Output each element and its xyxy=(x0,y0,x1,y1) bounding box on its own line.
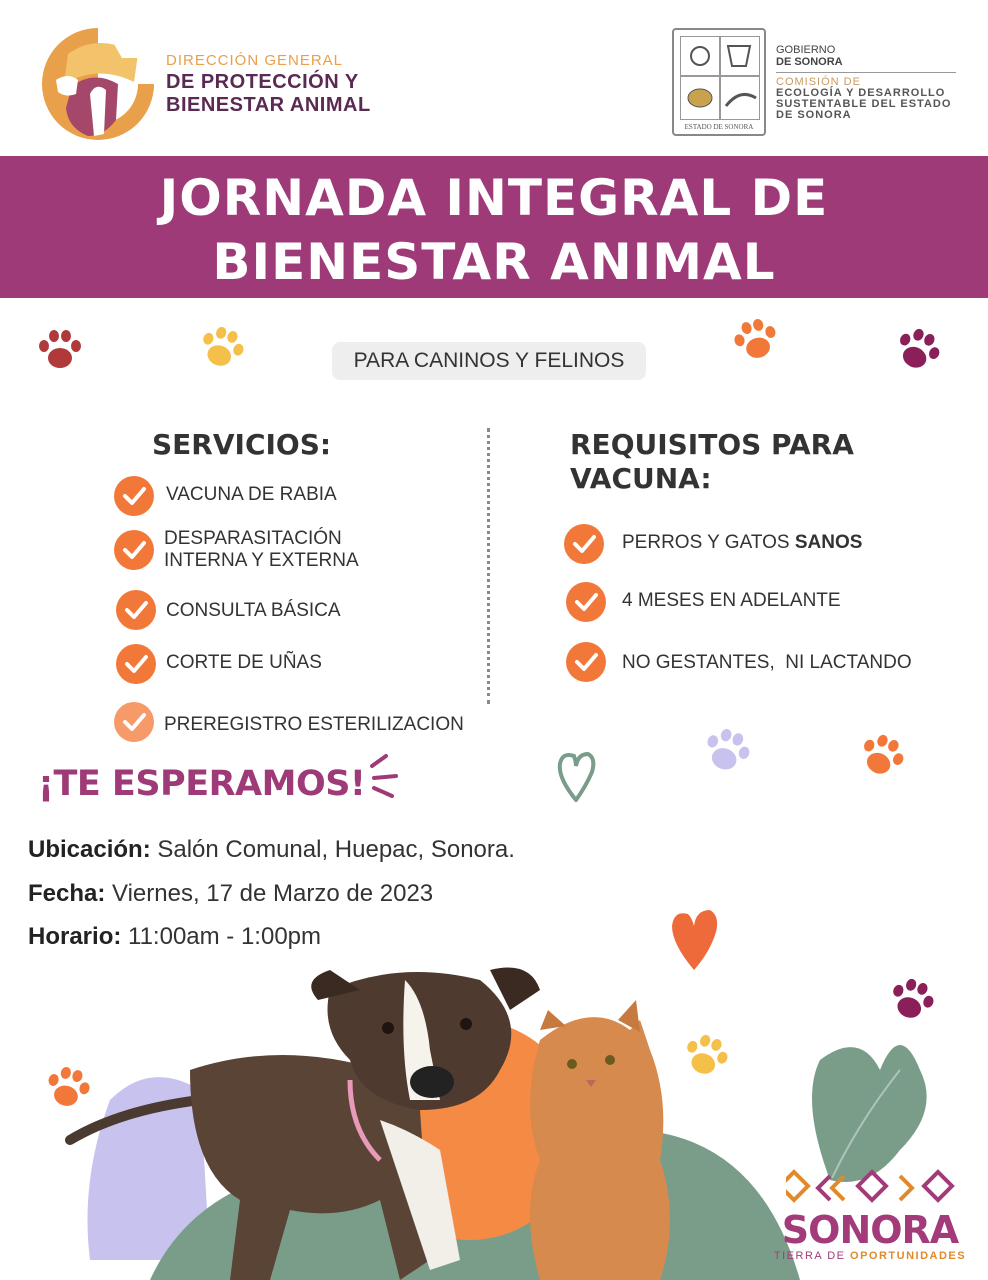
location-label: Ubicación: xyxy=(28,836,151,863)
paw-icon xyxy=(702,726,752,776)
check-icon xyxy=(566,582,606,622)
date-label: Fecha: xyxy=(28,880,106,907)
check-icon xyxy=(114,702,154,742)
spark-icon xyxy=(366,752,400,800)
shield-caption: ESTADO DE SONORA xyxy=(684,123,754,131)
audience-badge: PARA CANINOS Y FELINOS xyxy=(332,342,646,380)
services-title: SERVICIOS: xyxy=(152,428,332,461)
location-value: Salón Comunal, Huepac, Sonora. xyxy=(150,836,515,863)
tagline-text: TIERRA DE xyxy=(773,1250,851,1262)
gov-line-1: GOBIERNO xyxy=(776,44,836,56)
org-line-1: DIRECCIÓN GENERAL xyxy=(166,52,344,69)
gov-divider xyxy=(776,72,956,73)
commission-line-1: COMISIÓN DE xyxy=(776,76,861,88)
pattern-icon xyxy=(786,1168,956,1208)
column-divider xyxy=(487,428,490,704)
requirement-item xyxy=(622,532,862,554)
date-line xyxy=(28,880,433,908)
paw-icon xyxy=(198,324,246,372)
time-line xyxy=(28,923,321,951)
service-item: PREREGISTRO ESTERILIZACION xyxy=(164,714,464,735)
time-label: Horario: xyxy=(28,923,122,950)
service-item: VACUNA DE RABIA xyxy=(166,484,337,505)
requirement-emphasis: SANOS xyxy=(794,532,863,553)
service-item: CONSULTA BÁSICA xyxy=(166,600,341,621)
sonora-tagline xyxy=(768,1250,972,1262)
service-item: DESPARASITACIÓN INTERNA Y EXTERNA xyxy=(164,528,359,571)
org-line-3: BIENESTAR ANIMAL xyxy=(166,94,371,116)
check-icon xyxy=(114,476,154,516)
gov-line-2: DE SONORA xyxy=(776,56,843,68)
paw-icon xyxy=(858,732,906,780)
time-value: 11:00am - 1:00pm xyxy=(121,923,322,950)
title-banner xyxy=(0,156,988,298)
tagline-emphasis: OPORTUNIDADES xyxy=(850,1250,967,1262)
requirement-item: 4 MESES EN ADELANTE xyxy=(622,590,841,611)
sonora-wordmark: SONORA xyxy=(781,1208,959,1252)
location-line xyxy=(28,836,515,864)
service-item: CORTE DE UÑAS xyxy=(166,652,322,673)
check-icon xyxy=(114,530,154,570)
state-shield-icon xyxy=(672,28,766,136)
cta-heading: ¡TE ESPERAMOS! xyxy=(38,764,366,804)
heart-icon xyxy=(556,750,596,802)
sonora-brand-logo xyxy=(768,1168,978,1268)
date-value: Viernes, 17 de Marzo de 2023 xyxy=(105,880,434,907)
check-icon xyxy=(116,590,156,630)
protection-logo xyxy=(38,24,418,144)
requirement-text: PERROS Y GATOS xyxy=(622,532,795,553)
paw-icon xyxy=(894,326,942,374)
check-icon xyxy=(564,524,604,564)
paw-icon xyxy=(732,316,780,364)
paw-icon xyxy=(36,326,84,374)
animal-silhouette-icon xyxy=(38,24,158,144)
org-line-2: DE PROTECCIÓN Y xyxy=(166,71,359,93)
check-icon xyxy=(566,642,606,682)
requirements-title: REQUISITOS PARA VACUNA: xyxy=(570,428,854,495)
commission-line-2: ECOLOGÍA Y DESARROLLO SUSTENTABLE DEL ESTADO DE SONORA xyxy=(776,87,952,121)
government-logo xyxy=(672,28,972,138)
page-title: JORNADA INTEGRAL DE BIENESTAR ANIMAL xyxy=(159,169,829,291)
requirement-item: NO GESTANTES, NI LACTANDO xyxy=(622,652,912,673)
check-icon xyxy=(116,644,156,684)
